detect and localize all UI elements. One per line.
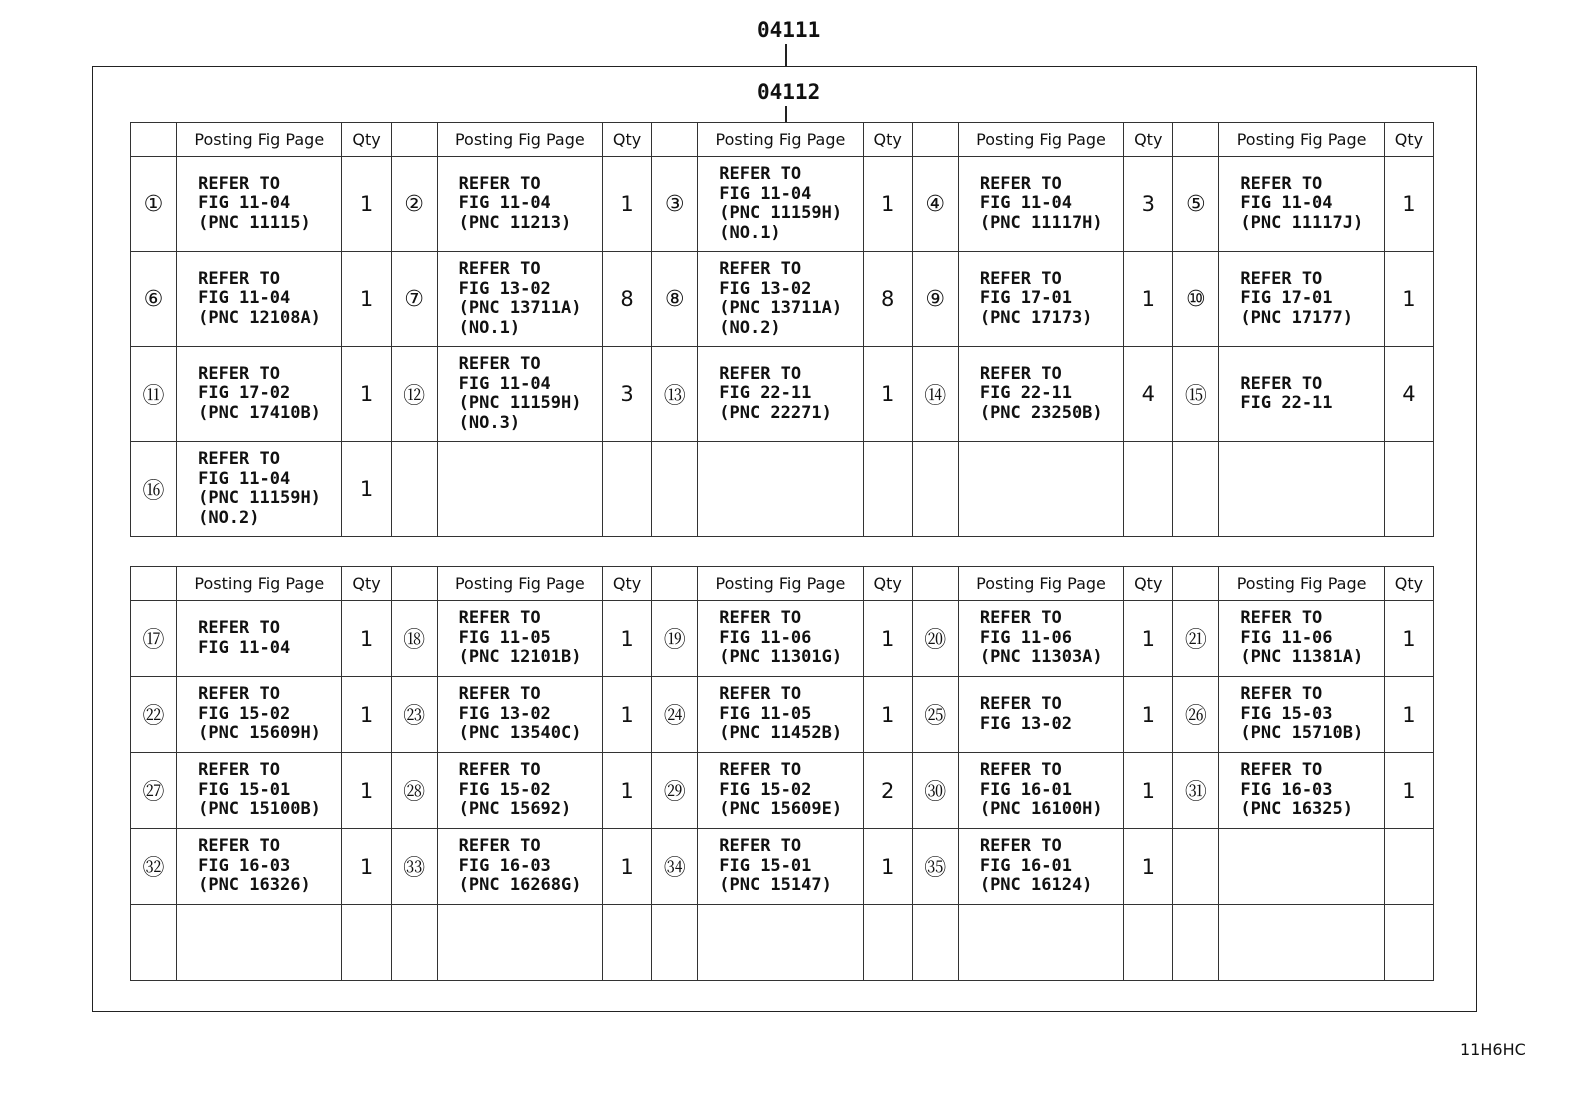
reference-line: (PNC 11117H) (979, 212, 1103, 233)
header-item-number (391, 123, 437, 157)
posting-fig-reference (437, 601, 602, 677)
reference-line: REFER TO (458, 608, 541, 629)
header-qty: Qty (342, 123, 391, 157)
reference-line: REFER TO (719, 836, 802, 857)
reference-line: (PNC 16325) (1240, 799, 1353, 820)
table-row (131, 601, 1434, 677)
header-qty: Qty (1384, 123, 1433, 157)
quantity: 1 (342, 442, 391, 537)
reference-line: REFER TO (979, 760, 1062, 781)
posting-fig-reference (698, 753, 863, 829)
quantity: 3 (603, 347, 652, 442)
item-number: ⑧ (652, 252, 698, 347)
item-number: ㉒ (131, 677, 177, 753)
item-number: ⑫ (391, 347, 437, 442)
reference-line: FIG 11-04 (979, 193, 1072, 214)
subassembly-number: 04112 (757, 80, 821, 104)
item-number: ㉙ (652, 753, 698, 829)
quantity: 1 (1124, 829, 1173, 905)
quantity: 1 (1124, 252, 1173, 347)
header-posting-fig-page: Posting Fig Page (698, 567, 863, 601)
quantity: 1 (342, 677, 391, 753)
reference-line: (NO.2) (198, 507, 260, 528)
header-qty: Qty (863, 567, 912, 601)
parts-reference-table-2 (130, 566, 1434, 981)
reference-line: (NO.2) (719, 317, 781, 338)
posting-fig-reference (1219, 753, 1384, 829)
item-number: ⑭ (912, 347, 958, 442)
table-row (131, 829, 1434, 905)
reference-line: (PNC 11303A) (979, 647, 1103, 668)
reference-line: (PNC 11381A) (1240, 647, 1364, 668)
item-number: ⑯ (131, 442, 177, 537)
quantity: 1 (342, 252, 391, 347)
quantity: 2 (863, 753, 912, 829)
reference-line: (PNC 15100B) (198, 799, 321, 820)
item-number (391, 442, 437, 537)
reference-line: (PNC 11301G) (719, 647, 843, 668)
table-header-row (131, 123, 1434, 157)
reference-line: FIG 16-03 (1240, 779, 1333, 800)
reference-line: (PNC 11452B) (719, 723, 843, 744)
header-posting-fig-page: Posting Fig Page (1219, 567, 1384, 601)
reference-line: (PNC 13711A) (458, 298, 582, 318)
assembly-number: 04111 (757, 18, 821, 42)
reference-line: REFER TO (198, 268, 280, 289)
posting-fig-reference (698, 601, 863, 677)
item-number: ㉖ (1173, 677, 1219, 753)
quantity: 1 (863, 829, 912, 905)
reference-line: FIG 13-02 (979, 713, 1072, 734)
reference-line: FIG 11-06 (1240, 627, 1333, 648)
quantity: 1 (342, 157, 391, 252)
reference-line: FIG 17-02 (198, 383, 291, 404)
item-number: ㉜ (131, 829, 177, 905)
reference-line: (PNC 13711A) (719, 298, 843, 318)
reference-line: FIG 22-11 (1240, 393, 1333, 413)
posting-fig-reference (437, 157, 602, 252)
item-number: ④ (912, 157, 958, 252)
item-number: ② (391, 157, 437, 252)
reference-line: (PNC 12101B) (458, 647, 582, 668)
reference-line: FIG 11-04 (198, 637, 291, 658)
reference-line: (PNC 17177) (1240, 307, 1353, 328)
item-number: ㉕ (912, 677, 958, 753)
reference-line: (PNC 11117J) (1240, 212, 1364, 233)
posting-fig-reference (177, 252, 342, 347)
reference-line: REFER TO (979, 836, 1062, 857)
posting-fig-reference (177, 442, 342, 537)
quantity: 8 (863, 252, 912, 347)
reference-line: (PNC 11115) (198, 212, 311, 233)
reference-line: FIG 11-06 (979, 627, 1072, 648)
header-item-number (1173, 567, 1219, 601)
item-number: ㉔ (652, 677, 698, 753)
assembly-leader-line (785, 44, 787, 66)
reference-line: REFER TO (719, 164, 802, 184)
item-number: ㉟ (912, 829, 958, 905)
reference-line: FIG 13-02 (458, 278, 551, 299)
reference-line: FIG 11-06 (719, 627, 812, 648)
table-row (131, 905, 1434, 981)
reference-line: REFER TO (719, 363, 802, 384)
header-item-number (652, 123, 698, 157)
posting-fig-reference (177, 753, 342, 829)
reference-line: (PNC 11213) (458, 212, 572, 233)
quantity: 1 (863, 347, 912, 442)
item-number: ⑤ (1173, 157, 1219, 252)
posting-fig-reference (1219, 905, 1384, 981)
header-qty: Qty (603, 567, 652, 601)
posting-fig-reference (698, 252, 863, 347)
item-number: ㉚ (912, 753, 958, 829)
reference-line: FIG 16-01 (979, 855, 1072, 876)
reference-line: FIG 11-05 (719, 703, 812, 724)
header-posting-fig-page: Posting Fig Page (177, 567, 342, 601)
reference-line: (PNC 22271) (719, 402, 832, 423)
reference-line: REFER TO (198, 684, 280, 705)
reference-line: FIG 15-02 (458, 779, 551, 800)
header-item-number (131, 123, 177, 157)
quantity: 1 (603, 157, 652, 252)
item-number: ㉞ (652, 829, 698, 905)
quantity (342, 905, 391, 981)
item-number: ㉘ (391, 753, 437, 829)
reference-line: REFER TO (198, 760, 280, 781)
posting-fig-reference (958, 677, 1123, 753)
subassembly-leader-line (785, 106, 787, 123)
item-number (1173, 905, 1219, 981)
posting-fig-reference (177, 157, 342, 252)
quantity: 1 (603, 601, 652, 677)
reference-line: REFER TO (458, 684, 541, 705)
reference-line: REFER TO (458, 259, 541, 279)
item-number (1173, 829, 1219, 905)
header-qty: Qty (1124, 567, 1173, 601)
item-number (391, 905, 437, 981)
quantity (1384, 905, 1433, 981)
quantity: 1 (603, 829, 652, 905)
reference-line: FIG 13-02 (458, 703, 551, 724)
table-row (131, 753, 1434, 829)
quantity: 4 (1384, 347, 1433, 442)
reference-line: REFER TO (979, 173, 1062, 194)
reference-line: (PNC 12108A) (198, 307, 321, 328)
reference-line: FIG 11-04 (719, 183, 812, 204)
quantity (1384, 829, 1433, 905)
quantity: 1 (1384, 601, 1433, 677)
reference-line: (NO.1) (458, 317, 521, 338)
quantity: 1 (1384, 157, 1433, 252)
quantity (1124, 442, 1173, 537)
reference-line: REFER TO (198, 449, 280, 469)
posting-fig-reference (1219, 347, 1384, 442)
item-number (131, 905, 177, 981)
posting-fig-reference (177, 601, 342, 677)
reference-line: FIG 17-01 (979, 288, 1072, 309)
reference-line: REFER TO (458, 173, 541, 194)
header-item-number (391, 567, 437, 601)
reference-line: FIG 11-04 (198, 468, 291, 489)
posting-fig-reference (437, 905, 602, 981)
reference-line: REFER TO (198, 618, 280, 638)
reference-line: REFER TO (719, 760, 802, 781)
reference-line: REFER TO (198, 836, 280, 857)
posting-fig-reference (437, 252, 602, 347)
reference-line: (NO.3) (458, 412, 521, 433)
item-number: ⑱ (391, 601, 437, 677)
reference-line: (PNC 16124) (979, 875, 1093, 896)
reference-line: FIG 15-02 (198, 703, 291, 724)
reference-line: REFER TO (1240, 684, 1323, 705)
posting-fig-reference (437, 829, 602, 905)
item-number: ㉝ (391, 829, 437, 905)
posting-fig-reference (958, 753, 1123, 829)
reference-line: (PNC 17410B) (198, 402, 321, 423)
header-item-number (912, 123, 958, 157)
quantity: 1 (342, 753, 391, 829)
reference-line: FIG 22-11 (719, 383, 812, 404)
posting-fig-reference (1219, 677, 1384, 753)
table-row (131, 677, 1434, 753)
item-number (1173, 442, 1219, 537)
reference-line: REFER TO (458, 354, 541, 374)
quantity: 1 (603, 753, 652, 829)
reference-line: (PNC 15609H) (198, 723, 321, 744)
reference-line: REFER TO (1240, 373, 1323, 394)
reference-line: (PNC 11159H) (719, 203, 843, 223)
reference-line: FIG 11-04 (1240, 193, 1333, 214)
posting-fig-reference (958, 252, 1123, 347)
reference-line: REFER TO (719, 608, 802, 629)
reference-line: FIG 17-01 (1240, 288, 1333, 309)
header-posting-fig-page: Posting Fig Page (437, 123, 602, 157)
posting-fig-reference (698, 442, 863, 537)
posting-fig-reference (1219, 601, 1384, 677)
quantity (863, 905, 912, 981)
posting-fig-reference (958, 157, 1123, 252)
posting-fig-reference (437, 677, 602, 753)
reference-line: FIG 11-04 (198, 193, 291, 214)
item-number: ⑪ (131, 347, 177, 442)
quantity: 1 (863, 157, 912, 252)
table-row (131, 442, 1434, 537)
item-number (912, 905, 958, 981)
item-number: ⑲ (652, 601, 698, 677)
posting-fig-reference (698, 347, 863, 442)
posting-fig-reference (177, 677, 342, 753)
reference-line: (PNC 16100H) (979, 799, 1103, 820)
reference-line: (PNC 16268G) (458, 875, 582, 896)
reference-line: FIG 15-01 (719, 855, 812, 876)
reference-line: (PNC 15692) (458, 799, 572, 820)
reference-line: REFER TO (979, 363, 1062, 384)
reference-line: (PNC 15710B) (1240, 723, 1364, 744)
posting-fig-reference (958, 442, 1123, 537)
posting-fig-reference (698, 905, 863, 981)
reference-line: REFER TO (1240, 760, 1323, 781)
reference-line: FIG 13-02 (719, 278, 812, 299)
posting-fig-reference (1219, 157, 1384, 252)
item-number: ⑦ (391, 252, 437, 347)
reference-line: FIG 11-04 (458, 193, 551, 214)
quantity: 1 (342, 829, 391, 905)
reference-line: FIG 15-03 (1240, 703, 1333, 724)
quantity (1124, 905, 1173, 981)
reference-line: REFER TO (1240, 268, 1323, 289)
header-item-number (1173, 123, 1219, 157)
quantity: 1 (603, 677, 652, 753)
reference-line: FIG 11-04 (458, 373, 551, 394)
quantity: 1 (1384, 252, 1433, 347)
posting-fig-reference (437, 753, 602, 829)
reference-line: FIG 16-01 (979, 779, 1072, 800)
reference-line: FIG 11-04 (198, 288, 291, 309)
quantity: 4 (1124, 347, 1173, 442)
item-number: ③ (652, 157, 698, 252)
reference-line: (PNC 23250B) (979, 402, 1103, 423)
table-header-row (131, 567, 1434, 601)
reference-line: (PNC 13540C) (458, 723, 582, 744)
reference-line: (PNC 15609E) (719, 799, 843, 820)
posting-fig-reference (958, 829, 1123, 905)
reference-line: REFER TO (1240, 608, 1323, 629)
header-qty: Qty (342, 567, 391, 601)
posting-fig-reference (437, 347, 602, 442)
header-item-number (652, 567, 698, 601)
reference-line: FIG 15-02 (719, 779, 812, 800)
quantity: 1 (1124, 601, 1173, 677)
posting-fig-reference (698, 157, 863, 252)
quantity (1384, 442, 1433, 537)
header-posting-fig-page: Posting Fig Page (437, 567, 602, 601)
reference-line: REFER TO (458, 836, 541, 857)
quantity: 1 (1124, 677, 1173, 753)
table-row (131, 252, 1434, 347)
reference-line: REFER TO (979, 608, 1062, 629)
header-posting-fig-page: Posting Fig Page (698, 123, 863, 157)
reference-line: (PNC 11159H) (458, 393, 582, 413)
header-item-number (912, 567, 958, 601)
item-number (912, 442, 958, 537)
header-posting-fig-page: Posting Fig Page (958, 567, 1123, 601)
item-number: ⑳ (912, 601, 958, 677)
reference-line: (PNC 11159H) (198, 488, 321, 508)
item-number: ㉑ (1173, 601, 1219, 677)
item-number: ⑨ (912, 252, 958, 347)
quantity: 3 (1124, 157, 1173, 252)
item-number (652, 905, 698, 981)
item-number: ㉛ (1173, 753, 1219, 829)
quantity: 1 (1384, 753, 1433, 829)
posting-fig-reference (958, 905, 1123, 981)
illustration-code: 11H6HC (1460, 1040, 1526, 1059)
posting-fig-reference (698, 829, 863, 905)
posting-fig-reference (437, 442, 602, 537)
reference-line: REFER TO (1240, 173, 1323, 194)
reference-line: (PNC 17173) (979, 307, 1093, 328)
reference-line: FIG 11-05 (458, 627, 551, 648)
posting-fig-reference (177, 347, 342, 442)
reference-line: REFER TO (198, 363, 280, 384)
posting-fig-reference (1219, 442, 1384, 537)
quantity (863, 442, 912, 537)
item-number: ⑩ (1173, 252, 1219, 347)
reference-line: FIG 22-11 (979, 383, 1072, 404)
posting-fig-reference (958, 601, 1123, 677)
header-qty: Qty (1384, 567, 1433, 601)
reference-line: REFER TO (979, 268, 1062, 289)
quantity (603, 905, 652, 981)
quantity: 1 (342, 347, 391, 442)
header-qty: Qty (603, 123, 652, 157)
reference-line: (PNC 15147) (719, 875, 832, 896)
posting-fig-reference (958, 347, 1123, 442)
header-qty: Qty (1124, 123, 1173, 157)
quantity: 1 (342, 601, 391, 677)
reference-line: (PNC 16326) (198, 875, 311, 896)
reference-line: REFER TO (979, 694, 1062, 714)
reference-line: FIG 15-01 (198, 779, 291, 800)
item-number (652, 442, 698, 537)
reference-line: (NO.1) (719, 222, 781, 243)
parts-reference-table-1 (130, 122, 1434, 537)
header-qty: Qty (863, 123, 912, 157)
header-posting-fig-page: Posting Fig Page (1219, 123, 1384, 157)
header-item-number (131, 567, 177, 601)
header-posting-fig-page: Posting Fig Page (958, 123, 1123, 157)
posting-fig-reference (177, 905, 342, 981)
reference-line: REFER TO (719, 684, 802, 705)
posting-fig-reference (177, 829, 342, 905)
table-row (131, 157, 1434, 252)
quantity: 1 (863, 601, 912, 677)
item-number: ⑬ (652, 347, 698, 442)
reference-line: REFER TO (458, 760, 541, 781)
posting-fig-reference (1219, 252, 1384, 347)
item-number: ㉓ (391, 677, 437, 753)
header-posting-fig-page: Posting Fig Page (177, 123, 342, 157)
reference-line: REFER TO (719, 259, 802, 279)
item-number: ⑰ (131, 601, 177, 677)
quantity (603, 442, 652, 537)
item-number: ⑥ (131, 252, 177, 347)
reference-line: REFER TO (198, 173, 280, 194)
quantity: 1 (1384, 677, 1433, 753)
reference-line: FIG 16-03 (458, 855, 551, 876)
posting-fig-reference (1219, 829, 1384, 905)
quantity: 1 (1124, 753, 1173, 829)
item-number: ㉗ (131, 753, 177, 829)
item-number: ⑮ (1173, 347, 1219, 442)
item-number: ① (131, 157, 177, 252)
reference-line: FIG 16-03 (198, 855, 291, 876)
quantity: 1 (863, 677, 912, 753)
table-row (131, 347, 1434, 442)
posting-fig-reference (698, 677, 863, 753)
quantity: 8 (603, 252, 652, 347)
